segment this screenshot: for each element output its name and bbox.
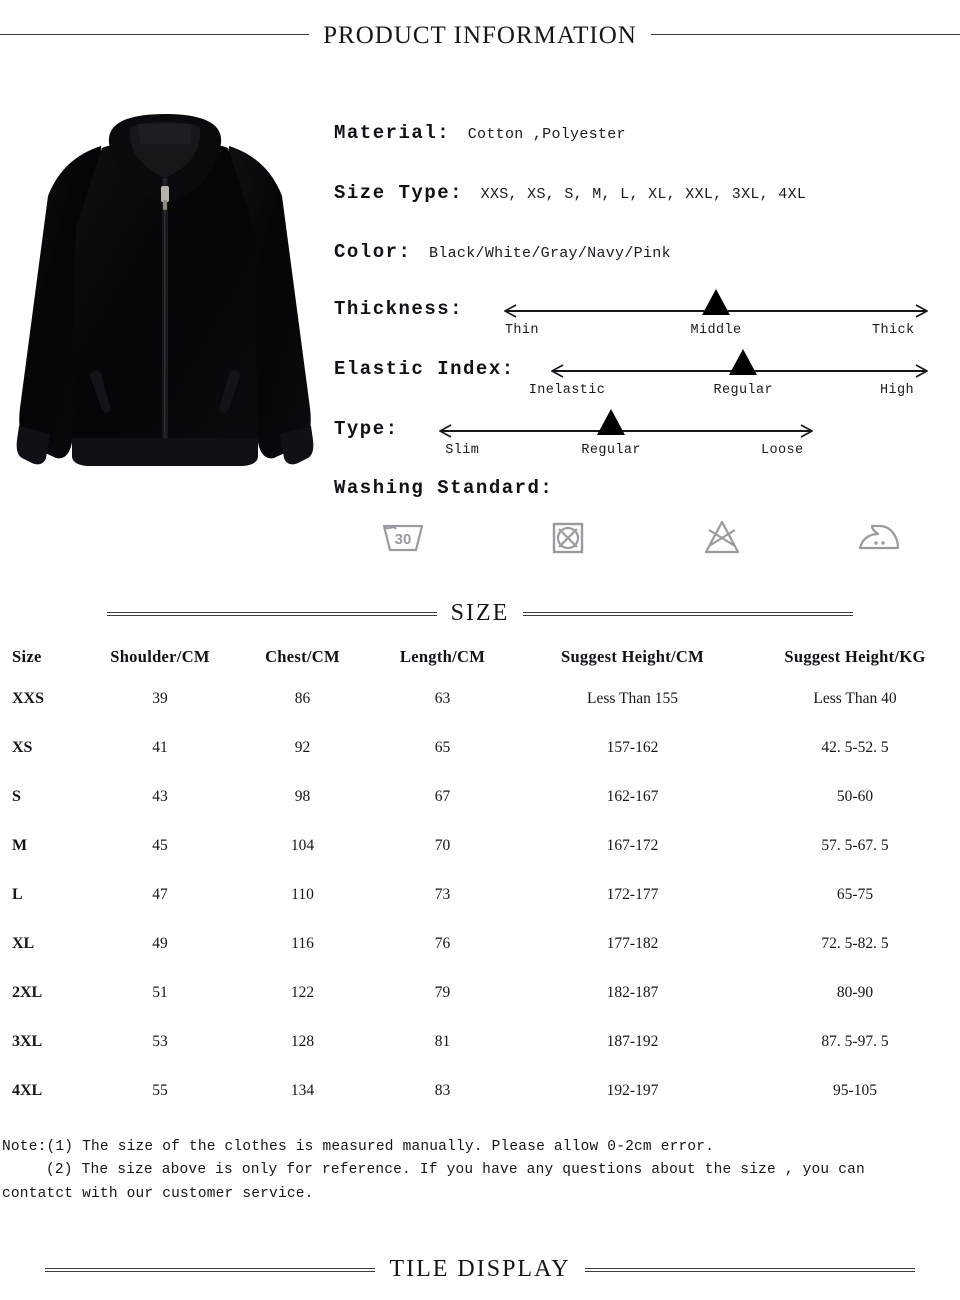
cell-chest: 104 xyxy=(290,836,315,854)
tile-display-rule-left xyxy=(45,1268,375,1272)
table-row xyxy=(0,968,960,1017)
elastic-tick-inelastic: Inelastic xyxy=(528,383,606,398)
table-row xyxy=(0,870,960,919)
cell-sh-cm: 172-177 xyxy=(606,885,659,903)
column-header-suggest-height-kg: Suggest Height/KG xyxy=(784,647,926,666)
cell-length: 67 xyxy=(434,787,451,805)
thickness-tick-thin: Thin xyxy=(504,323,539,338)
column-header-chest: Chest/CM xyxy=(265,647,340,666)
header-rule-right xyxy=(651,34,960,38)
product-information-section-header xyxy=(0,22,960,50)
cell-length: 63 xyxy=(434,689,451,707)
cell-chest: 92 xyxy=(294,738,311,756)
column-header-length: Length/CM xyxy=(399,647,486,666)
iron-medium-icon xyxy=(852,512,906,560)
attribute-size-type-label: Size Type: xyxy=(334,182,464,204)
cell-shoulder: 45 xyxy=(152,836,168,854)
type-tick-loose: Loose xyxy=(760,443,804,458)
arrow-left-icon xyxy=(551,363,564,379)
attribute-material-value: Cotton ,Polyester xyxy=(467,126,626,143)
cell-chest: 116 xyxy=(291,934,314,952)
cell-sh-cm: 182-187 xyxy=(606,983,659,1001)
cell-sh-kg: 50-60 xyxy=(836,787,874,805)
type-scale-axis xyxy=(440,430,812,432)
cell-sh-cm: 162-167 xyxy=(606,787,659,805)
column-header-size: Size xyxy=(12,647,42,666)
wash-30-icon xyxy=(376,512,430,560)
table-row xyxy=(0,821,960,870)
cell-length: 73 xyxy=(434,885,451,903)
cell-length: 83 xyxy=(434,1081,451,1099)
note-line-3: contatct with our customer service. xyxy=(2,1185,314,1202)
table-row xyxy=(0,772,960,821)
cell-size: XL xyxy=(12,934,35,952)
column-header-suggest-height-cm: Suggest Height/CM xyxy=(560,647,705,666)
cell-sh-kg: Less Than 40 xyxy=(813,689,897,707)
table-row xyxy=(0,723,960,772)
attribute-material xyxy=(334,124,626,143)
attribute-material-label: Material: xyxy=(334,122,451,144)
size-title: SIZE xyxy=(450,600,510,626)
washing-symbols-row xyxy=(334,512,934,564)
type-tick-slim: Slim xyxy=(445,443,480,458)
cell-shoulder: 55 xyxy=(152,1081,168,1099)
cell-chest: 98 xyxy=(294,787,311,805)
cell-length: 65 xyxy=(434,738,451,756)
cell-size: M xyxy=(12,836,28,854)
cell-shoulder: 41 xyxy=(152,738,168,756)
tile-display-title: TILE DISPLAY xyxy=(389,1256,571,1282)
cell-sh-cm: 157-162 xyxy=(606,738,659,756)
cell-length: 81 xyxy=(434,1032,451,1050)
cell-chest: 128 xyxy=(290,1032,315,1050)
table-row xyxy=(0,674,960,723)
arrow-right-icon xyxy=(800,423,813,439)
elastic-index-scale xyxy=(528,356,927,398)
column-header-shoulder: Shoulder/CM xyxy=(110,647,210,666)
cell-size: L xyxy=(12,885,23,903)
attribute-thickness xyxy=(334,300,463,319)
attribute-washing-standard-label: Washing Standard: xyxy=(334,477,554,499)
attribute-washing-standard xyxy=(334,479,553,498)
arrow-left-icon xyxy=(439,423,452,439)
thickness-scale xyxy=(505,296,927,336)
cell-size: 3XL xyxy=(12,1032,43,1050)
cell-sh-kg: 80-90 xyxy=(836,983,874,1001)
attribute-elastic-index-label: Elastic Index: xyxy=(334,358,515,380)
cell-shoulder: 43 xyxy=(152,787,168,805)
cell-length: 76 xyxy=(434,934,451,952)
attribute-color xyxy=(334,243,671,262)
cell-sh-cm: Less Than 155 xyxy=(587,689,678,707)
cell-sh-kg: 95-105 xyxy=(833,1081,877,1099)
elastic-tick-regular: Regular xyxy=(713,383,774,398)
attribute-size-type xyxy=(334,184,806,203)
attribute-size-type-value: XXS, XS, S, M, L, XL, XXL, 3XL, 4XL xyxy=(480,186,807,203)
cell-shoulder: 49 xyxy=(152,934,168,952)
size-rule-right xyxy=(523,612,853,616)
attribute-thickness-label: Thickness: xyxy=(334,298,464,320)
tile-display-rule-right xyxy=(585,1268,915,1272)
cell-shoulder: 53 xyxy=(152,1032,168,1050)
table-row xyxy=(0,1017,960,1066)
cell-sh-kg: 57. 5-67. 5 xyxy=(821,836,889,854)
attribute-color-label: Color: xyxy=(334,241,412,263)
elastic-index-scale-marker xyxy=(729,349,757,375)
cell-shoulder: 51 xyxy=(152,983,168,1001)
arrow-left-icon xyxy=(504,303,517,319)
table-header-row xyxy=(0,640,960,674)
header-rule-left xyxy=(0,34,309,38)
cell-chest: 110 xyxy=(291,885,314,903)
cell-chest: 134 xyxy=(290,1081,315,1099)
cell-sh-kg: 65-75 xyxy=(836,885,874,903)
cell-sh-kg: 87. 5-97. 5 xyxy=(821,1032,889,1050)
cell-sh-cm: 192-197 xyxy=(606,1081,659,1099)
hoodie-illustration xyxy=(6,108,324,496)
size-note xyxy=(2,1136,952,1206)
cell-chest: 122 xyxy=(290,983,315,1001)
cell-shoulder: 47 xyxy=(152,885,168,903)
cell-chest: 86 xyxy=(294,689,311,707)
size-section-header xyxy=(0,600,960,627)
cell-size: 4XL xyxy=(12,1081,43,1099)
cell-length: 70 xyxy=(434,836,451,854)
arrow-right-icon xyxy=(915,303,928,319)
cell-sh-cm: 187-192 xyxy=(606,1032,659,1050)
tile-display-section-header xyxy=(0,1256,960,1283)
table-row xyxy=(0,1066,960,1115)
cell-sh-cm: 177-182 xyxy=(606,934,659,952)
thickness-scale-marker xyxy=(702,289,730,315)
cell-sh-cm: 167-172 xyxy=(606,836,659,854)
cell-length: 79 xyxy=(434,983,451,1001)
arrow-right-icon xyxy=(915,363,928,379)
attribute-type xyxy=(334,420,399,439)
table-row xyxy=(0,919,960,968)
thickness-tick-thick: Thick xyxy=(871,323,915,338)
cell-size: S xyxy=(12,787,21,805)
elastic-tick-high: High xyxy=(879,383,915,398)
attribute-type-label: Type: xyxy=(334,418,399,440)
do-not-bleach-icon xyxy=(696,512,750,560)
attribute-color-value: Black/White/Gray/Navy/Pink xyxy=(429,245,671,262)
do-not-tumble-dry-icon xyxy=(542,512,596,560)
page-title: PRODUCT INFORMATION xyxy=(323,22,637,49)
cell-shoulder: 39 xyxy=(152,689,168,707)
type-scale xyxy=(440,416,812,456)
cell-sh-kg: 42. 5-52. 5 xyxy=(821,738,889,756)
cell-size: XS xyxy=(12,738,33,756)
cell-size: XXS xyxy=(12,689,45,707)
cell-sh-kg: 72. 5-82. 5 xyxy=(821,934,889,952)
note-line-2: (2) The size above is only for reference. If you have any questions about the size , you can xyxy=(46,1162,865,1179)
cell-size: 2XL xyxy=(12,983,43,1001)
thickness-tick-middle: Middle xyxy=(690,323,742,338)
size-rule-left xyxy=(107,612,437,616)
product-image xyxy=(6,108,324,496)
type-tick-regular: Regular xyxy=(581,443,641,458)
note-line-1: Note:(1) The size of the clothes is measured manually. Please allow 0-2cm error. xyxy=(2,1139,715,1155)
attribute-elastic-index xyxy=(334,360,515,379)
svg-text:30: 30 xyxy=(394,531,412,548)
size-table xyxy=(0,640,960,1115)
type-scale-marker xyxy=(597,409,625,435)
